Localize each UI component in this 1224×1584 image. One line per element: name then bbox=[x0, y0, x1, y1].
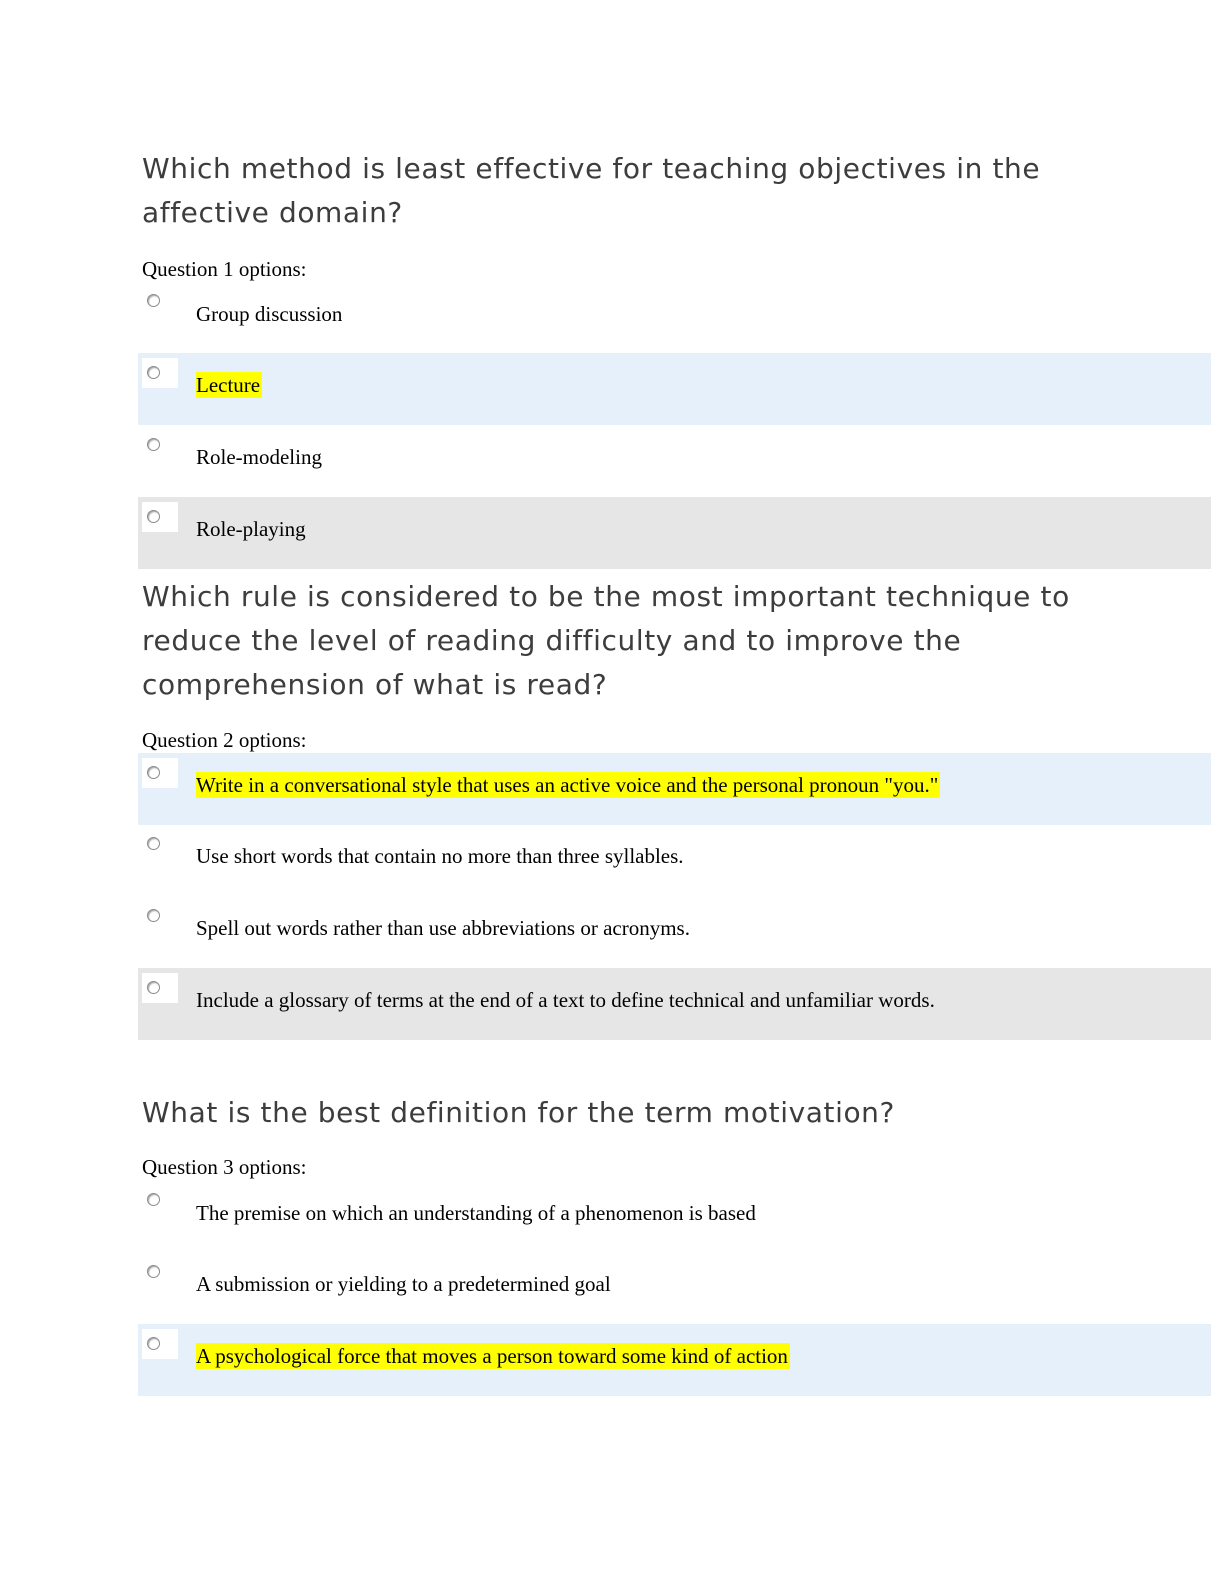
option-label: The premise on which an understanding of a phenomenon is based bbox=[196, 1201, 756, 1225]
question-2-option-3[interactable] bbox=[138, 896, 1211, 968]
question-1-options-label: Question 1 options: bbox=[142, 257, 307, 281]
option-label: Write in a conversational style that uses an active voice and the personal pronoun "you." bbox=[196, 773, 939, 797]
radio-button[interactable] bbox=[147, 909, 160, 922]
radio-button[interactable] bbox=[147, 766, 160, 779]
option-label: Use short words that contain no more than three syllables. bbox=[196, 844, 684, 868]
radio-button[interactable] bbox=[147, 438, 160, 451]
radio-button[interactable] bbox=[147, 510, 160, 523]
radio-button[interactable] bbox=[147, 366, 160, 379]
radio-button[interactable] bbox=[147, 1193, 160, 1206]
question-1-title: Which method is least effective for teaching objectives in the affective domain? bbox=[142, 152, 1041, 229]
radio-button[interactable] bbox=[147, 981, 160, 994]
question-2-option-4[interactable] bbox=[138, 968, 1211, 1040]
radio-button[interactable] bbox=[147, 837, 160, 850]
question-3-option-2[interactable] bbox=[138, 1252, 1211, 1324]
radio-button[interactable] bbox=[147, 1337, 160, 1350]
question-1-option-2[interactable] bbox=[138, 353, 1211, 425]
option-label: A submission or yielding to a predetermined goal bbox=[196, 1272, 611, 1296]
question-2-options-label: Question 2 options: bbox=[142, 728, 307, 752]
question-3-options-label: Question 3 options: bbox=[142, 1155, 307, 1179]
question-2-option-1[interactable] bbox=[138, 753, 1211, 825]
question-2-option-2[interactable] bbox=[138, 824, 1211, 896]
question-3-option-1[interactable] bbox=[138, 1181, 1211, 1253]
option-label: Role-modeling bbox=[196, 445, 322, 469]
radio-button[interactable] bbox=[147, 294, 160, 307]
question-2-title: Which rule is considered to be the most important technique to reduce the level of reading difficulty and to improve the comprehension of what is read? bbox=[142, 580, 1070, 701]
question-1-option-3[interactable] bbox=[138, 425, 1211, 497]
option-label: Include a glossary of terms at the end of a text to define technical and unfamiliar words. bbox=[196, 988, 935, 1012]
option-label: Lecture bbox=[196, 373, 261, 397]
option-label: Spell out words rather than use abbreviations or acronyms. bbox=[196, 916, 690, 940]
question-3-title: What is the best definition for the term motivation? bbox=[142, 1096, 895, 1129]
question-1-option-1[interactable] bbox=[138, 282, 1211, 354]
option-label: Group discussion bbox=[196, 302, 343, 326]
radio-button[interactable] bbox=[147, 1265, 160, 1278]
option-label: A psychological force that moves a person toward some kind of action bbox=[196, 1344, 788, 1368]
option-label: Role-playing bbox=[196, 517, 306, 541]
question-1-option-4[interactable] bbox=[138, 497, 1211, 569]
question-3-option-3[interactable] bbox=[138, 1324, 1211, 1396]
